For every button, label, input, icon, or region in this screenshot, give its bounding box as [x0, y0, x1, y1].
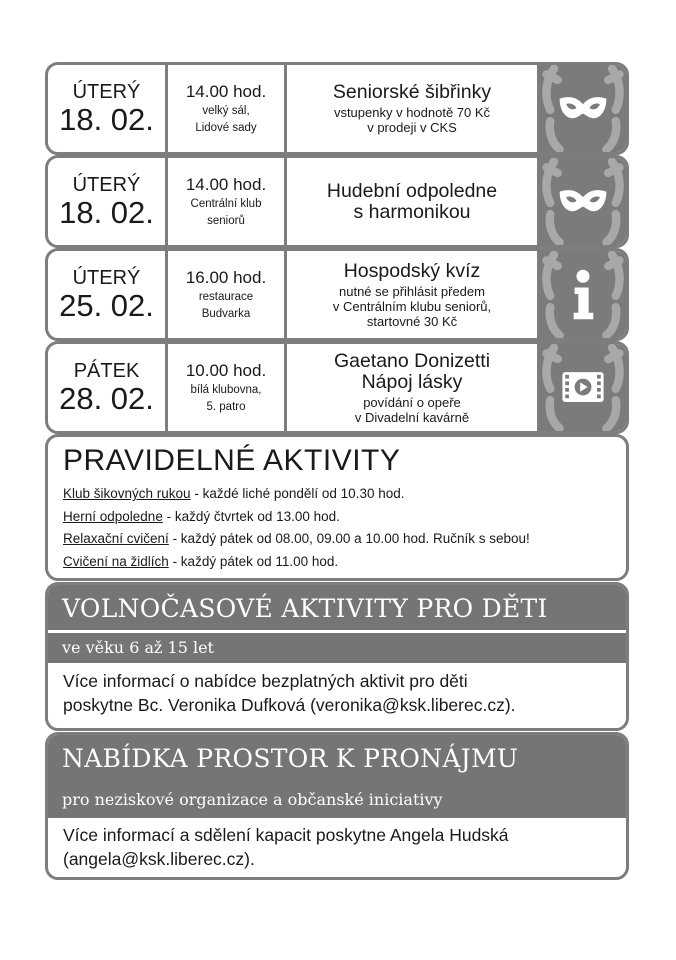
activity-schedule: - každý čtvrtek od 13.00 hod. [162, 508, 340, 524]
activity-name: Cvičení na židlích [63, 553, 169, 569]
event-time: 14.00 hod. [185, 174, 267, 194]
rental-title: NABÍDKA PROSTOR K PRONÁJMU [62, 744, 519, 773]
event-row [45, 341, 629, 434]
event-row [45, 248, 629, 341]
kids-activities-subtitle: ve věku 6 až 15 let [62, 638, 214, 657]
event-desc-line: vstupenky v hodnotě 70 Kč [333, 105, 491, 120]
event-title: Nápoj lásky [361, 370, 463, 393]
event-title: Hospodský kvíz [343, 259, 481, 282]
event-day: ÚTERÝ [72, 173, 141, 196]
event-title-cell [287, 65, 540, 152]
event-title: Gaetano Donizetti [333, 349, 491, 372]
event-date-cell [48, 158, 168, 245]
event-time: 14.00 hod. [185, 81, 267, 101]
rental-box [45, 732, 629, 880]
event-place-line: restaurace [198, 290, 254, 303]
event-day: ÚTERÝ [72, 80, 141, 103]
mask-icon [540, 158, 626, 245]
kids-activities-info [48, 663, 626, 717]
film-icon [540, 344, 626, 431]
activity-schedule: - každý pátek od 11.00 hod. [168, 553, 339, 569]
rental-header [48, 735, 626, 816]
regular-activities-box [45, 434, 629, 581]
event-row [45, 62, 629, 155]
event-desc-line: startovné 30 Kč [366, 313, 458, 329]
list-item [63, 506, 626, 529]
event-place-line: Budvarka [201, 307, 251, 320]
event-icon-cell [540, 344, 626, 431]
activity-schedule: - každý pátek od 08.00, 09.00 a 10.00 hod. Ručník s sebou! [168, 531, 530, 546]
mask-icon [540, 65, 626, 152]
event-place-line: 5. patro [206, 400, 246, 413]
regular-activities-list [48, 479, 626, 573]
event-time-cell [168, 158, 287, 245]
event-place-line: Lidové sady [195, 121, 257, 134]
list-item [63, 551, 626, 574]
event-date: 25. 02. [59, 287, 154, 323]
event-date-cell [48, 344, 168, 431]
event-desc-line: v prodeji v CKS [367, 120, 457, 135]
event-day: ÚTERÝ [72, 266, 141, 289]
event-place-line: Centrální klub [190, 197, 262, 210]
regular-activities-title: PRAVIDELNÉ AKTIVITY [63, 444, 401, 477]
list-item [63, 483, 626, 506]
event-desc-line: nutné se přihlásit předem [339, 283, 485, 299]
event-time: 10.00 hod. [185, 360, 267, 380]
info-line: Více informací a sdělení kapacit poskytne Angela Hudská [63, 825, 509, 845]
info-line: poskytne Bc. Veronika Dufková (veronika@ksk.liberec.cz). [63, 695, 516, 715]
event-date-cell [48, 251, 168, 338]
rental-info [48, 818, 626, 871]
event-title: Seniorské šibřinky [332, 81, 492, 103]
event-desc-line: v Divadelní kavárně [354, 409, 470, 425]
kids-activities-title: VOLNOČASOVÉ AKTIVITY PRO DĚTI [62, 594, 548, 623]
event-date: 18. 02. [59, 194, 154, 230]
event-title-cell [287, 251, 540, 338]
event-date: 18. 02. [59, 101, 154, 137]
activity-name: Klub šikovných rukou [63, 486, 191, 501]
info-line: (angela@ksk.liberec.cz). [63, 849, 255, 869]
event-desc-line: v Centrálním klubu seniorů, [332, 298, 492, 314]
event-date: 28. 02. [59, 380, 154, 416]
list-item [63, 528, 626, 551]
event-day: PÁTEK [73, 359, 140, 382]
event-place-line: velký sál, [202, 104, 250, 117]
event-title: s harmonikou [353, 200, 471, 223]
kids-activities-box [45, 582, 629, 731]
activity-schedule: - každé liché pondělí od 10.30 hod. [190, 486, 405, 501]
kids-activities-header [48, 585, 626, 663]
event-place-line: bílá klubovna, [190, 383, 262, 396]
event-date-cell [48, 65, 168, 152]
activity-name: Relaxační cvičení [63, 531, 169, 546]
event-time-cell [168, 65, 287, 152]
activity-name: Herní odpoledne [63, 508, 163, 524]
event-icon-cell [540, 65, 626, 152]
event-title: Hudební odpoledne [326, 179, 498, 202]
event-title-cell [287, 344, 540, 431]
event-place-line: seniorů [207, 214, 245, 227]
event-time-cell [168, 344, 287, 431]
event-title-cell [287, 158, 540, 245]
event-time: 16.00 hod. [185, 267, 267, 287]
event-icon-cell [540, 251, 626, 338]
event-time-cell [168, 251, 287, 338]
rental-subtitle: pro neziskové organizace a občanské iniciativy [62, 790, 443, 809]
event-icon-cell [540, 158, 626, 245]
info-icon [540, 251, 626, 338]
info-line: Více informací o nabídce bezplatných aktivit pro děti [63, 671, 468, 691]
event-desc-line: povídání o opeře [363, 394, 461, 410]
event-row [45, 155, 629, 248]
